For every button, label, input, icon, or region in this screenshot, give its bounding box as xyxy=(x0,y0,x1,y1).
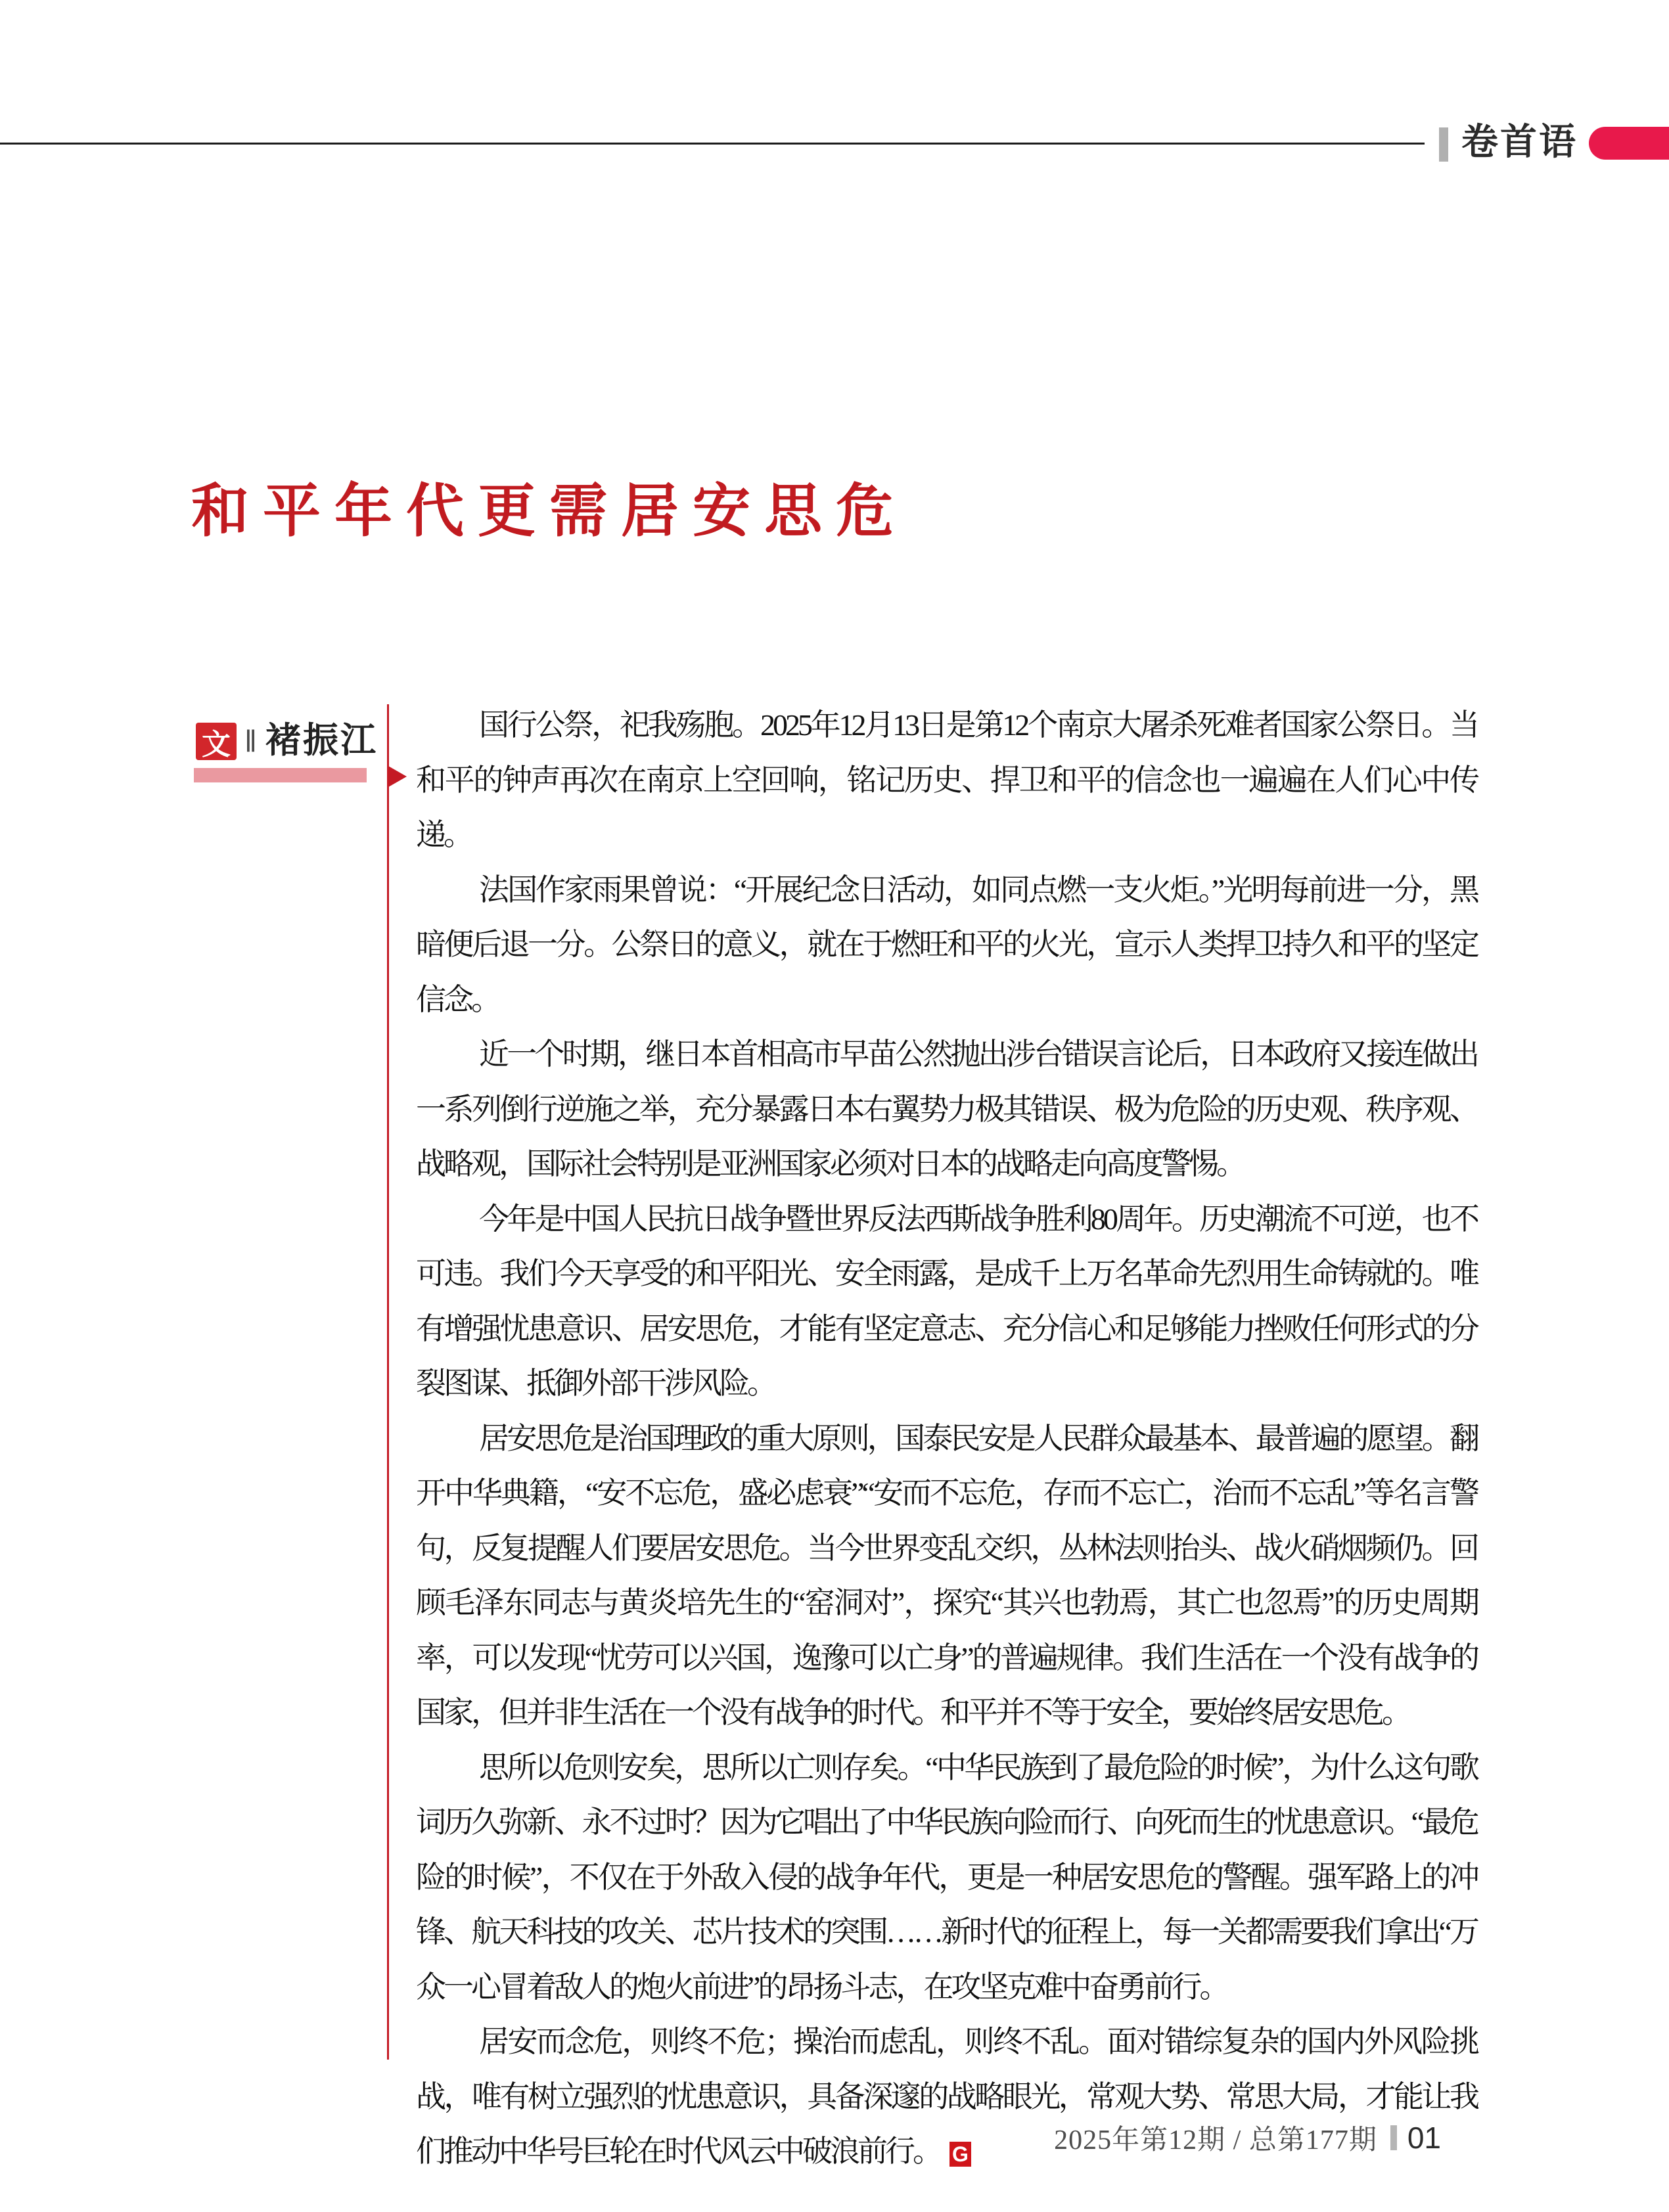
page-title: 和平年代更需居安思危 xyxy=(191,478,908,543)
paragraph: 今年是中国人民抗日战争暨世界反法西斯战争胜利80周年。历史潮流不可逆，也不可违。我们今天享受的和平阳光、安全雨露，是成千上万名革命先烈用生命铸就的。唯有增强忧患意识、居安思危，才能有坚定意志、充分信心和足够能力挫败任何形式的分裂图谋、抵御外部干涉风险。 xyxy=(416,1202,1477,1400)
header-red-pill xyxy=(1589,127,1669,160)
paragraph: 法国作家雨果曾说：“开展纪念日活动，如同点燃一支火炬。”光明每前进一分，黑暗便后退一分。公祭日的意义，就在于燃旺和平的火光，宣示人类捍卫持久和平的坚定信念。 xyxy=(416,872,1477,1016)
byline-badge: 文 xyxy=(196,723,237,760)
page-footer xyxy=(1054,2118,1441,2157)
footer-issue-info: 2025年第12期 / 总第177期 xyxy=(1054,2125,1377,2156)
header-gray-tick xyxy=(1439,127,1448,162)
header-rule xyxy=(0,143,1425,145)
paragraph: 居安思危是治国理政的重大原则，国泰民安是人民群众最基本、最普遍的愿望。翻开中华典籍，“安不忘危，盛必虑衰”“安而不忘危，存而不忘亡，治而不忘乱”等名言警句，反复提醒人们要居安思危。当今世界变乱交织，丛林法则抬头、战火硝烟频仍。回顾毛泽东同志与黄炎培先生的“窑洞对”，探究“其兴也勃焉，其亡也忽焉”的历史周期率，可以发现“忧劳可以兴国，逸豫可以亡身”的普遍规律。我们生活在一个没有战争的国家，但并非生活在一个没有战争的时代。和平并不等于安全，要始终居安思危。 xyxy=(416,1421,1477,1729)
section-label: 卷首语 xyxy=(1461,121,1578,162)
end-mark-badge: G xyxy=(949,2142,971,2167)
paragraph: 国行公祭，祀我殇胞。2025年12月13日是第12个南京大屠杀死难者国家公祭日。当和平的钟声再次在南京上空回响，铭记历史、捍卫和平的信念也一遍遍在人们心中传递。 xyxy=(416,708,1477,851)
arrow-right-icon xyxy=(388,766,407,787)
paragraph: 居安而念危，则终不危；操治而虑乱，则终不乱。面对错综复杂的国内外风险挑战，唯有树立强烈的忧患意识，具备深邃的战略眼光，常观大势、常思大局，才能让我们推动中华号巨轮在时代风云中破浪前行。 G xyxy=(416,2025,1477,2168)
article-body xyxy=(416,698,1477,2179)
paragraph: 近一个时期，继日本首相高市早苗公然抛出涉台错误言论后，日本政府又接连做出一系列倒行逆施之举，充分暴露日本右翼势力极其错误、极为危险的历史观、秩序观、战略观，国际社会特别是亚洲国家必须对日本的战略走向高度警惕。 xyxy=(416,1037,1477,1181)
article-vertical-rule xyxy=(387,704,389,2060)
footer-gray-tick xyxy=(1390,2125,1397,2150)
footer-page-number: 01 xyxy=(1407,2121,1441,2155)
paragraph: 思所以危则安矣，思所以亡则存矣。“中华民族到了最危险的时候”，为什么这句歌词历久弥新、永不过时？因为它唱出了中华民族向险而行、向死而生的忧患意识。“最危险的时候”，不仅在于外敌入侵的战争年代，更是一种居安思危的警醒。强军路上的冲锋、航天科技的攻关、芯片技术的突围……新时代的征程上，每一关都需要我们拿出“万众一心冒着敌人的炮火前进”的昂扬斗志，在攻坚克难中奋勇前行。 xyxy=(416,1750,1477,2004)
byline-separator: ‖ xyxy=(244,724,258,758)
byline-underline-bar xyxy=(194,768,367,782)
byline-author: 褚振江 xyxy=(265,721,378,760)
